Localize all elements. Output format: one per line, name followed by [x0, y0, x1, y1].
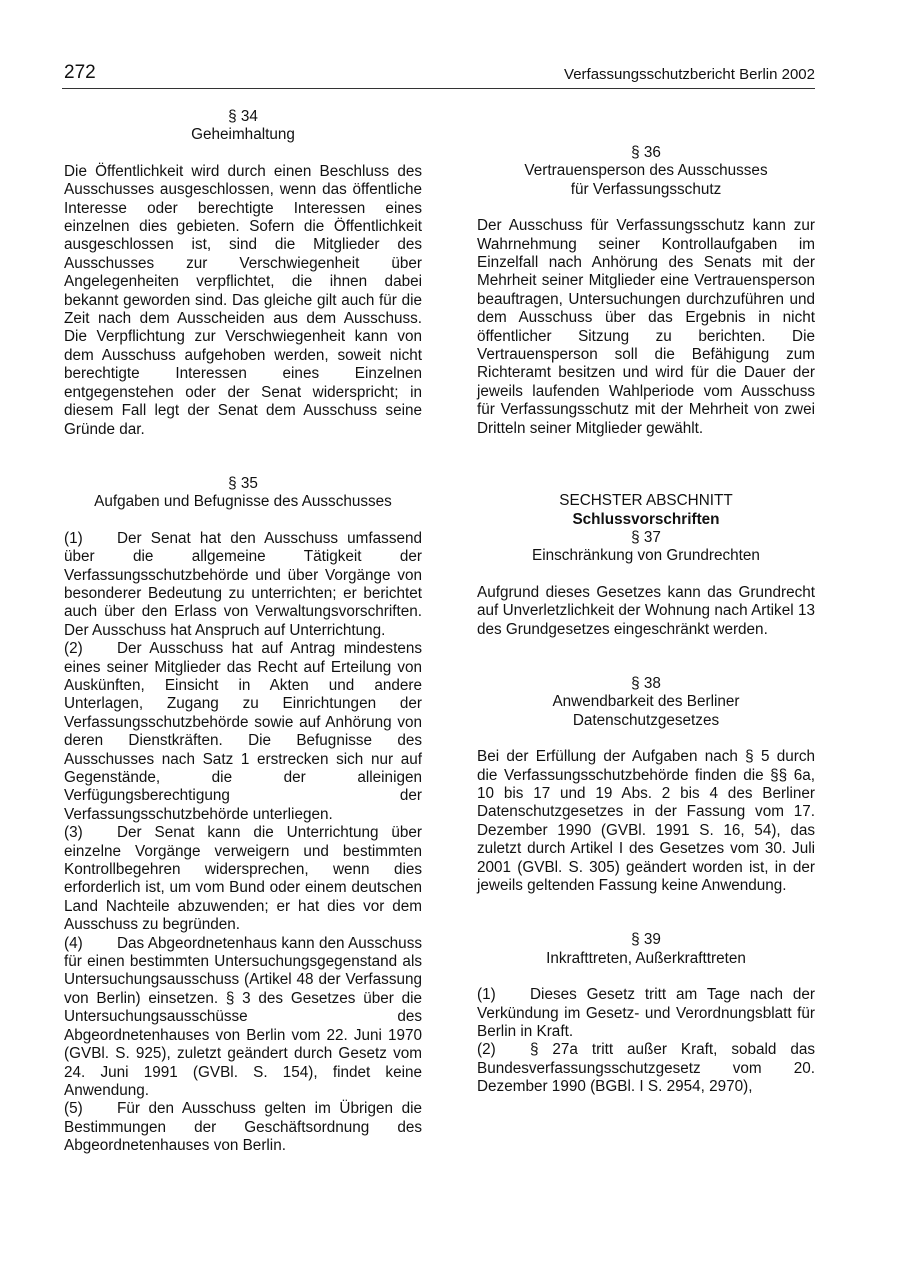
item-text: Der Ausschuss hat auf Antrag mindestens eines seiner Mitglieder das Recht auf Erteilung von Auskünften, Einsicht in Akten und andere Unterlagen, Zugang zu Einrichtungen der Verfassungsschutzbehörde sowie auf Anhörung von deren Dienstkräften. Die Befugnisse des Ausschusses nach Satz 1 erstrecken sich nur auf Gegenstände, die der alleinigen Verfügungsberechtigung der Verfassungsschutzbehörde unterliegen.	[64, 640, 422, 823]
section-34-title: Geheimhaltung	[191, 126, 295, 144]
item-text: Für den Ausschuss gelten im Übrigen die Bestimmungen der Geschäftsordnung des Abgeordnetenhauses von Berlin.	[64, 1100, 422, 1155]
section-35-item	[64, 640, 422, 824]
section-34-text: Die Öffentlichkeit wird durch einen Beschluss des Ausschusses ausgeschlossen, wenn das öffentliche Interesse oder berechtigte Interessen eines einzelnen dies gebieten. Sofern die Öffentlichkeit ausgeschlossen ist, sind die Mitglieder des Ausschusses zur Verschwiegenheit über Angelegenheiten verpflichtet, die ihnen dabei bekannt geworden sind. Das gleiche gilt auch für die Zeit nach dem Ausscheiden aus dem Ausschuss. Die Verpflichtung zur Verschwiegenheit kann von dem Ausschuss aufgehoben werden, soweit nicht berechtigte Interessen eines Einzelnen entgegenstehen oder der Senat widerspricht; in diesem Fall legt der Senat dem Ausschuss seine Gründe dar.	[64, 162, 422, 438]
section-37-number: § 37	[631, 528, 661, 546]
section-35-item	[64, 1100, 422, 1155]
section-39-number: § 39	[631, 931, 661, 949]
section-39-heading	[477, 931, 815, 968]
part-six-heading	[477, 492, 815, 566]
section-39-items	[477, 986, 815, 1096]
item-text: Dieses Gesetz tritt am Tage nach der Verkündung im Gesetz- und Verordnungsblatt für Berlin in Kraft.	[477, 986, 815, 1041]
section-35-item	[64, 530, 422, 640]
item-number: (2)	[64, 640, 83, 658]
section-36-title-line2: für Verfassungsschutz	[570, 180, 722, 198]
part-six-title: Schlussvorschriften	[572, 510, 720, 528]
section-36-title-line1: Vertrauensperson des Ausschusses	[524, 162, 768, 180]
section-36-number: § 36	[631, 144, 661, 161]
item-number: (1)	[477, 986, 496, 1004]
section-38-number: § 38	[631, 674, 661, 692]
section-36-heading	[477, 144, 815, 199]
item-number: (1)	[64, 529, 83, 547]
right-column	[477, 108, 815, 1097]
item-number: (3)	[64, 824, 83, 842]
header-rule	[62, 88, 815, 89]
section-35-number: § 35	[228, 474, 258, 492]
item-text: Der Senat kann die Unterrichtung über einzelne Vorgänge verweigern und bestimmten Kontrollbegehren widersprechen, wenn dies erforderlich ist, um vom Bund oder einem deutschen Land Nachteile abzuwenden; er hat dies vor dem Ausschuss zu begründen.	[64, 824, 422, 934]
part-six-label: SECHSTER ABSCHNITT	[559, 492, 733, 510]
left-column	[64, 108, 422, 1156]
item-text: § 27a tritt außer Kraft, sobald das Bundesverfassungsschutzgesetz vom 20. Dezember 1990 (BGBl. I S. 2954, 2970),	[477, 1041, 815, 1096]
section-35-heading	[64, 475, 422, 512]
section-36-text: Der Ausschuss für Verfassungsschutz kann zur Wahrnehmung seiner Kontrollaufgaben im Einzelfall nach Anhörung des Senats mit der Mehrheit seiner Mitglieder eine Vertrauensperson beauftragen, Untersuchungen durchzuführen und dem Ausschuss über das Ergebnis in nicht öffentlicher Sitzung zu berichten. Die Vertrauensperson soll die Befähigung zum Richteramt besitzen und wird für die Dauer der jeweils laufenden Wahlperiode vom Ausschuss für Verfassungsschutz mit der Mehrheit von zwei Dritteln seiner Mitglieder gewählt.	[477, 217, 815, 437]
section-35-title: Aufgaben und Befugnisse des Ausschusses	[94, 493, 392, 511]
section-34-number: § 34	[228, 108, 258, 125]
section-39-title: Inkrafttreten, Außerkrafttreten	[546, 949, 746, 967]
section-35-item	[64, 935, 422, 1101]
item-number: (4)	[64, 934, 83, 952]
item-number: (2)	[477, 1041, 496, 1059]
section-37-text: Aufgrund dieses Gesetzes kann das Grundrecht auf Unverletzlichkeit der Wohnung nach Artikel 13 des Grundgesetzes eingeschränkt werden.	[477, 583, 815, 638]
section-38-title-line1: Anwendbarkeit des Berliner	[552, 693, 740, 711]
item-number: (5)	[64, 1100, 83, 1118]
section-38-heading	[477, 675, 815, 730]
section-35-item	[64, 824, 422, 934]
section-39-item	[477, 986, 815, 1041]
section-34-heading	[64, 108, 422, 145]
running-title: Verfassungsschutzbericht Berlin 2002	[564, 66, 815, 83]
section-39-item	[477, 1041, 815, 1096]
section-37-title: Einschränkung von Grundrechten	[532, 547, 760, 565]
item-text: Das Abgeordnetenhaus kann den Ausschuss für einen bestimmten Untersuchungsgegenstand als Untersuchungsausschuss (Artikel 48 der Verfassung von Berlin) einsetzen. § 3 des Gesetzes über die Untersuchungsausschüsse des Abgeordnetenhauses von Berlin vom 22. Juni 1970 (GVBl. S. 925), zuletzt geändert durch Gesetz vom 24. Juni 1991 (GVBl. S. 154), findet keine Anwendung.	[64, 934, 422, 1099]
section-35-items	[64, 530, 422, 1156]
section-38-text: Bei der Erfüllung der Aufgaben nach § 5 durch die Verfassungsschutzbehörde finden die §§ 6a, 10 bis 17 und 19 Abs. 2 bis 4 des Berliner Datenschutzgesetzes in der Fassung vom 17. Dezember 1990 (GVBl. 1991 S. 16, 54), das zuletzt durch Artikel I des Gesetzes vom 30. Juli 2001 (GVBl. S. 305) geändert worden ist, in der jeweils geltenden Fassung keine Anwendung.	[477, 748, 815, 894]
page-number: 272	[64, 62, 96, 83]
item-text: Der Senat hat den Ausschuss umfassend über die allgemeine Tätigkeit der Verfassungsschutzbehörde und über Vorgänge von besonderer Bedeutung zu unterrichten; er berichtet auch über den Erlass von Verwaltungsvorschriften. Der Ausschuss hat Anspruch auf Unterrichtung.	[64, 529, 422, 639]
section-38-title-line2: Datenschutzgesetzes	[572, 711, 720, 729]
